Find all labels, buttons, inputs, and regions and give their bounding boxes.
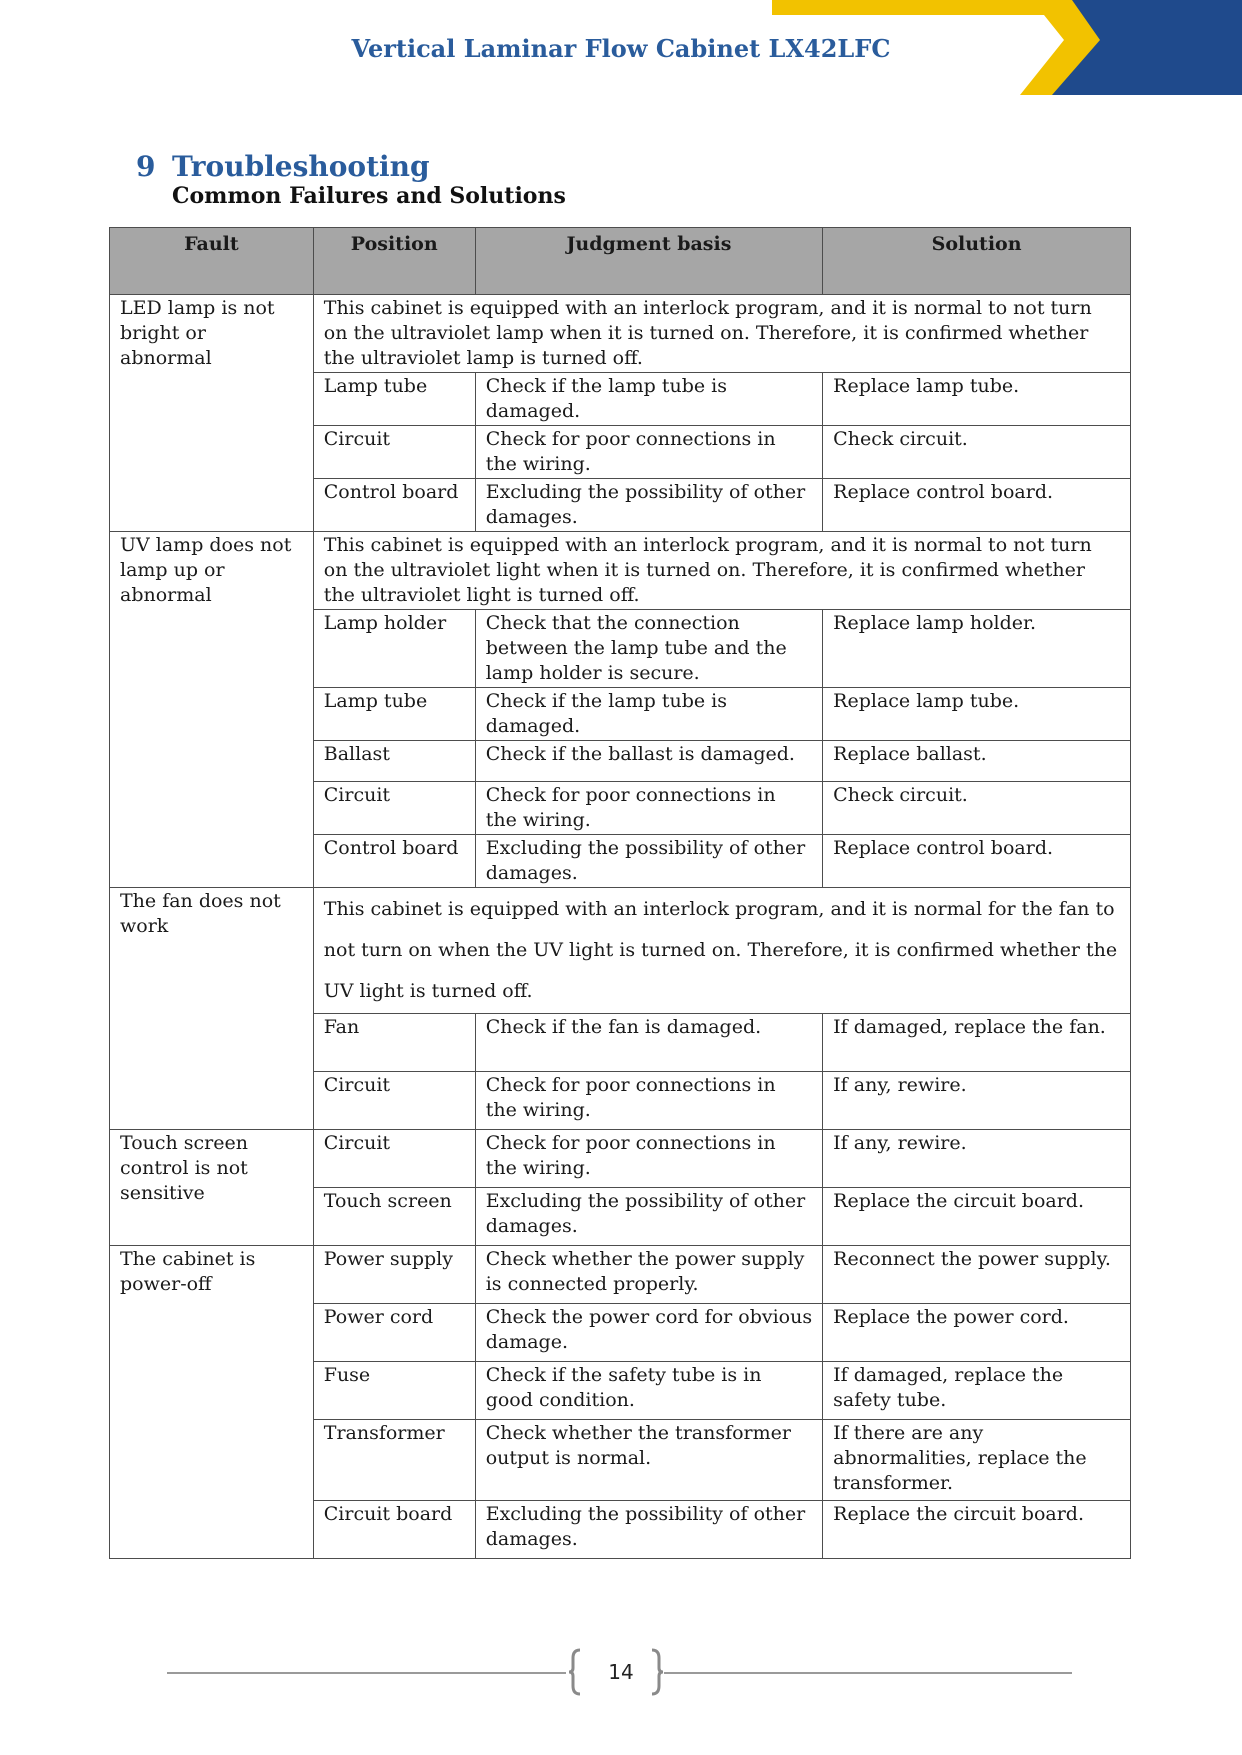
header-solution: Solution: [823, 228, 1131, 295]
solution-cell: Check circuit.: [823, 426, 1131, 479]
position-cell: Fan: [313, 1014, 475, 1072]
solution-cell: Replace the power cord.: [823, 1304, 1131, 1362]
fault-cell: LED lamp is not bright or abnormal: [110, 295, 314, 532]
position-cell: Lamp holder: [313, 610, 475, 688]
position-cell: Circuit board: [313, 1501, 475, 1559]
position-cell: Control board: [313, 835, 475, 888]
table-row: [110, 532, 1131, 610]
note-cell: This cabinet is equipped with an interlock program, and it is normal to not turn on the ultraviolet light when it is turned on. Therefore, it is confirmed whether the ultraviolet light is turned off.: [313, 532, 1130, 610]
table-header-row: [110, 228, 1131, 295]
basis-cell: Check if the safety tube is in good condition.: [475, 1362, 822, 1420]
header-judgment-basis: Judgment basis: [475, 228, 822, 295]
position-cell: Touch screen: [313, 1188, 475, 1246]
table-row: [110, 1130, 1131, 1188]
position-cell: Fuse: [313, 1362, 475, 1420]
basis-cell: Check that the connection between the lamp tube and the lamp holder is secure.: [475, 610, 822, 688]
position-cell: Power supply: [313, 1246, 475, 1304]
note-cell: This cabinet is equipped with an interlock program, and it is normal for the fan to not turn on when the UV light is turned on. Therefore, it is confirmed whether the UV light is turned off.: [313, 888, 1130, 1014]
section-heading: [136, 150, 430, 183]
basis-cell: Check whether the transformer output is normal.: [475, 1420, 822, 1501]
solution-cell: If any, rewire.: [823, 1072, 1131, 1130]
table-row: [110, 295, 1131, 373]
solution-cell: If damaged, replace the safety tube.: [823, 1362, 1131, 1420]
solution-cell: Replace lamp holder.: [823, 610, 1131, 688]
position-cell: Circuit: [313, 1130, 475, 1188]
solution-cell: Reconnect the power supply.: [823, 1246, 1131, 1304]
basis-cell: Check if the lamp tube is damaged.: [475, 688, 822, 741]
basis-cell: Check if the ballast is damaged.: [475, 741, 822, 782]
solution-cell: If any, rewire.: [823, 1130, 1131, 1188]
troubleshooting-table: [109, 227, 1131, 1559]
basis-cell: Excluding the possibility of other damages.: [475, 1501, 822, 1559]
fault-cell: UV lamp does not lamp up or abnormal: [110, 532, 314, 888]
solution-cell: Replace the circuit board.: [823, 1501, 1131, 1559]
basis-cell: Excluding the possibility of other damages.: [475, 479, 822, 532]
position-cell: Transformer: [313, 1420, 475, 1501]
table-row: [110, 1246, 1131, 1304]
fault-cell: The fan does not work: [110, 888, 314, 1130]
fault-cell: The cabinet is power-off: [110, 1246, 314, 1559]
position-cell: Control board: [313, 479, 475, 532]
fault-cell: Touch screen control is not sensitive: [110, 1130, 314, 1246]
solution-cell: Check circuit.: [823, 782, 1131, 835]
position-cell: Ballast: [313, 741, 475, 782]
document-title: Vertical Laminar Flow Cabinet LX42LFC: [351, 34, 891, 63]
solution-cell: If damaged, replace the fan.: [823, 1014, 1131, 1072]
basis-cell: Check whether the power supply is connected properly.: [475, 1246, 822, 1304]
section-subtitle: Common Failures and Solutions: [172, 183, 566, 209]
basis-cell: Check if the fan is damaged.: [475, 1014, 822, 1072]
solution-cell: Replace the circuit board.: [823, 1188, 1131, 1246]
page-number: 14: [608, 1660, 634, 1684]
position-cell: Circuit: [313, 782, 475, 835]
basis-cell: Check if the lamp tube is damaged.: [475, 373, 822, 426]
table-row: [110, 888, 1131, 1014]
header-position: Position: [313, 228, 475, 295]
solution-cell: Replace lamp tube.: [823, 373, 1131, 426]
solution-cell: Replace control board.: [823, 479, 1131, 532]
solution-cell: Replace control board.: [823, 835, 1131, 888]
basis-cell: Excluding the possibility of other damages.: [475, 1188, 822, 1246]
section-number: 9: [136, 150, 156, 183]
position-cell: Power cord: [313, 1304, 475, 1362]
basis-cell: Check the power cord for obvious damage.: [475, 1304, 822, 1362]
basis-cell: Check for poor connections in the wiring.: [475, 782, 822, 835]
basis-cell: Excluding the possibility of other damages.: [475, 835, 822, 888]
basis-cell: Check for poor connections in the wiring.: [475, 426, 822, 479]
solution-cell: If there are any abnormalities, replace the transformer.: [823, 1420, 1131, 1501]
position-cell: Circuit: [313, 1072, 475, 1130]
position-cell: Lamp tube: [313, 373, 475, 426]
basis-cell: Check for poor connections in the wiring.: [475, 1130, 822, 1188]
position-cell: Circuit: [313, 426, 475, 479]
note-cell: This cabinet is equipped with an interlock program, and it is normal to not turn on the ultraviolet lamp when it is turned on. Therefore, it is confirmed whether the ultraviolet lamp is turned off.: [313, 295, 1130, 373]
solution-cell: Replace lamp tube.: [823, 688, 1131, 741]
header-fault: Fault: [110, 228, 314, 295]
section-title: Troubleshooting: [172, 150, 430, 183]
basis-cell: Check for poor connections in the wiring.: [475, 1072, 822, 1130]
solution-cell: Replace ballast.: [823, 741, 1131, 782]
position-cell: Lamp tube: [313, 688, 475, 741]
